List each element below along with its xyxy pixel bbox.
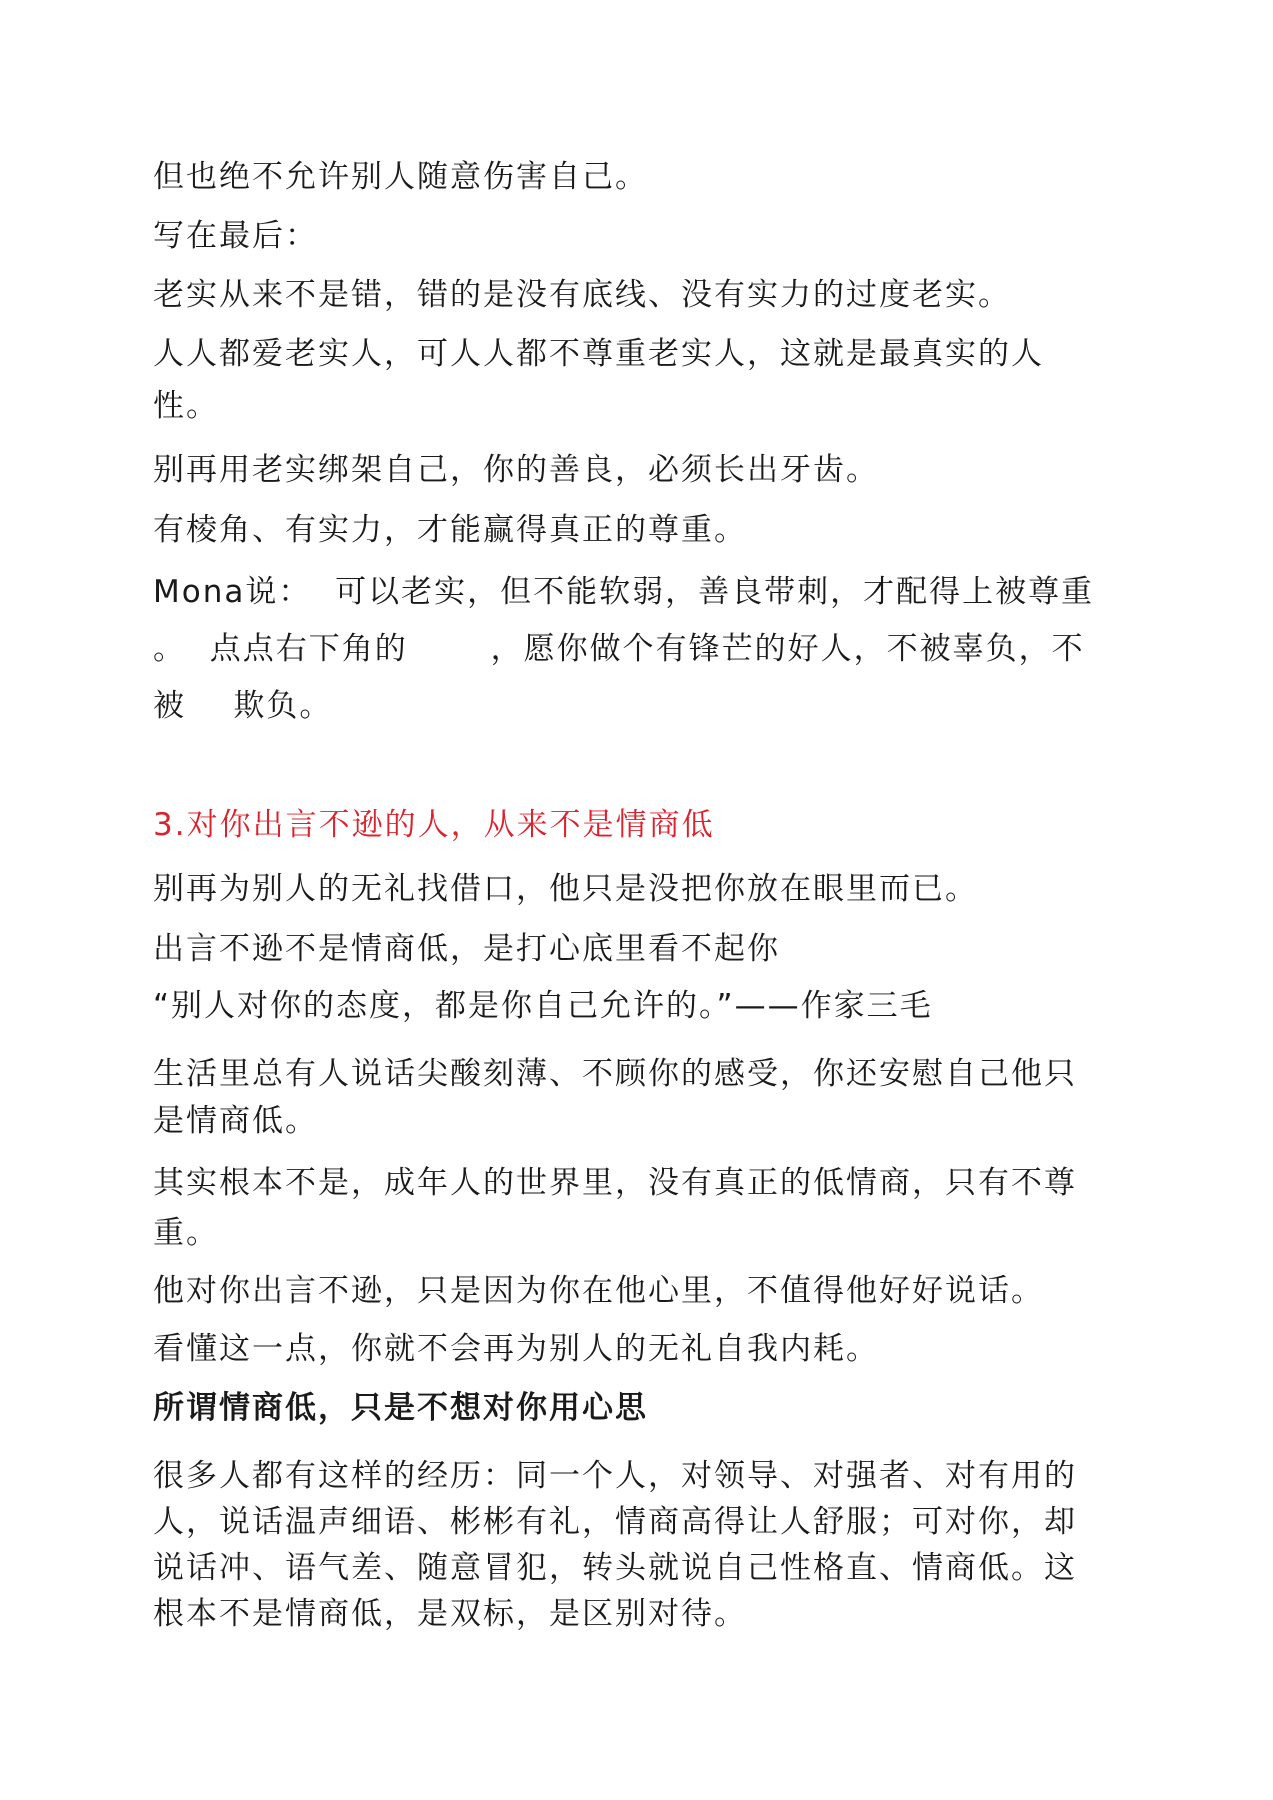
paragraph-line: 别再用老实绑架自己，你的善良，必须长出牙齿。 [153, 452, 879, 488]
mona-note-line: 。 点点右下角的 ，愿你做个有锋芒的好人，不被辜负，不 [153, 631, 1085, 667]
paragraph-line: 其实根本不是，成年人的世界里，没有真正的低情商，只有不尊 [153, 1165, 1077, 1201]
paragraph-line: 出言不逊不是情商低，是打心底里看不起你 [153, 931, 780, 967]
paragraph-line: 性。 [153, 388, 219, 424]
mona-note-line: 被 欺负。 [153, 688, 333, 724]
paragraph-line: 他对你出言不逊，只是因为你在他心里，不值得他好好说话。 [153, 1273, 1044, 1309]
paragraph-line: 重。 [153, 1215, 219, 1251]
quote-line: “别人对你的态度，都是你自己允许的。”——作家三毛 [153, 988, 933, 1024]
paragraph-line: 根本不是情商低，是双标，是区别对待。 [153, 1596, 747, 1632]
paragraph-line: 说话冲、语气差、随意冒犯，转头就说自己性格直、情商低。这 [153, 1550, 1077, 1586]
paragraph-line: 生活里总有人说话尖酸刻薄、不顾你的感受，你还安慰自己他只 [153, 1056, 1077, 1092]
paragraph-line: 是情商低。 [153, 1103, 318, 1139]
paragraph-line: 别再为别人的无礼找借口，他只是没把你放在眼里而已。 [153, 871, 978, 907]
paragraph-line: 看懂这一点，你就不会再为别人的无礼自我内耗。 [153, 1331, 879, 1367]
sub-heading: 所谓情商低，只是不想对你用心思 [153, 1390, 648, 1426]
paragraph-line: 有棱角、有实力，才能赢得真正的尊重。 [153, 512, 747, 548]
mona-note-line: Mona说： 可以老实，但不能软弱，善良带刺，才配得上被尊重 [153, 574, 1095, 610]
paragraph-line: 但也绝不允许别人随意伤害自己。 [153, 159, 648, 195]
section-heading: 3.对你出言不逊的人，从来不是情商低 [153, 807, 715, 843]
paragraph-line: 很多人都有这样的经历：同一个人，对领导、对强者、对有用的 [153, 1458, 1077, 1494]
paragraph-line: 写在最后： [153, 218, 318, 254]
paragraph-line: 老实从来不是错，错的是没有底线、没有实力的过度老实。 [153, 277, 1011, 313]
paragraph-line: 人人都爱老实人，可人人都不尊重老实人，这就是最真实的人 [153, 336, 1044, 372]
paragraph-line: 人，说话温声细语、彬彬有礼，情商高得让人舒服；可对你，却 [153, 1504, 1077, 1540]
